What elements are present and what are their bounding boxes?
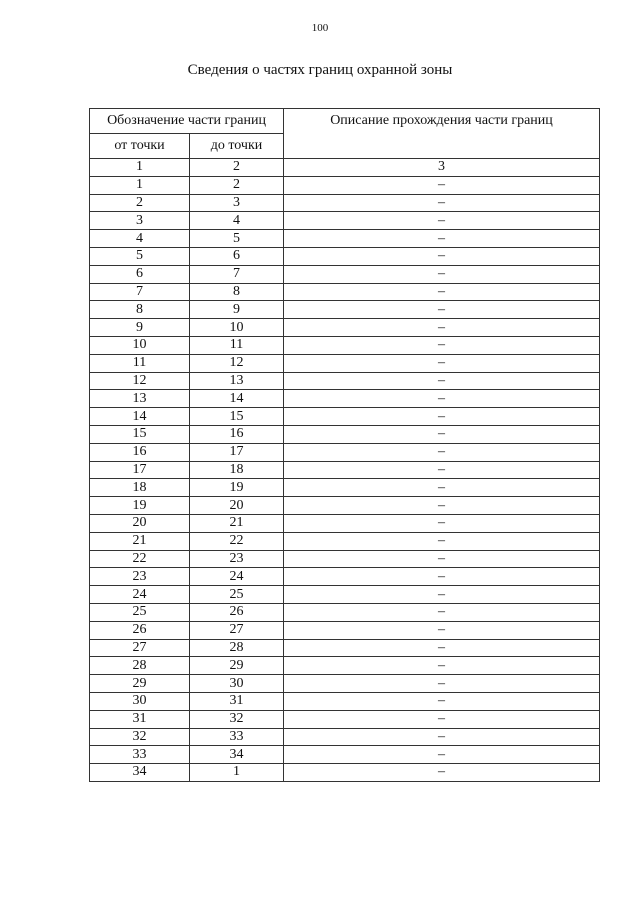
cell-from-point: 18 xyxy=(90,479,190,497)
table-row xyxy=(90,265,600,283)
cell-to-point: 31 xyxy=(190,692,284,710)
column-number-3: 3 xyxy=(284,159,600,177)
cell-from-point: 30 xyxy=(90,692,190,710)
cell-to-point: 28 xyxy=(190,639,284,657)
cell-from-point: 10 xyxy=(90,336,190,354)
cell-from-point: 11 xyxy=(90,354,190,372)
cell-description: – xyxy=(284,194,600,212)
cell-description: – xyxy=(284,301,600,319)
cell-description: – xyxy=(284,568,600,586)
cell-to-point: 34 xyxy=(190,746,284,764)
cell-to-point: 17 xyxy=(190,443,284,461)
column-number-row xyxy=(90,159,600,177)
table-row xyxy=(90,603,600,621)
header-from-point: от точки xyxy=(90,134,190,159)
table-row xyxy=(90,479,600,497)
cell-to-point: 8 xyxy=(190,283,284,301)
table-row xyxy=(90,354,600,372)
cell-from-point: 15 xyxy=(90,425,190,443)
cell-description: – xyxy=(284,354,600,372)
cell-description: – xyxy=(284,746,600,764)
table-row xyxy=(90,764,600,782)
table-row xyxy=(90,336,600,354)
table-row xyxy=(90,550,600,568)
cell-from-point: 22 xyxy=(90,550,190,568)
table-row xyxy=(90,283,600,301)
cell-to-point: 25 xyxy=(190,586,284,604)
cell-from-point: 3 xyxy=(90,212,190,230)
boundary-parts-table xyxy=(89,108,600,782)
table-row xyxy=(90,657,600,675)
table-row xyxy=(90,408,600,426)
cell-description: – xyxy=(284,461,600,479)
cell-to-point: 23 xyxy=(190,550,284,568)
cell-to-point: 24 xyxy=(190,568,284,586)
table-row xyxy=(90,532,600,550)
cell-description: – xyxy=(284,728,600,746)
cell-description: – xyxy=(284,514,600,532)
cell-from-point: 28 xyxy=(90,657,190,675)
cell-description: – xyxy=(284,710,600,728)
table-row xyxy=(90,675,600,693)
column-number-2: 2 xyxy=(190,159,284,177)
cell-description: – xyxy=(284,639,600,657)
table-row xyxy=(90,639,600,657)
cell-description: – xyxy=(284,497,600,515)
cell-from-point: 17 xyxy=(90,461,190,479)
cell-to-point: 7 xyxy=(190,265,284,283)
cell-from-point: 12 xyxy=(90,372,190,390)
cell-to-point: 10 xyxy=(190,319,284,337)
table-row xyxy=(90,212,600,230)
cell-description: – xyxy=(284,443,600,461)
cell-from-point: 29 xyxy=(90,675,190,693)
header-row-group xyxy=(90,109,600,134)
cell-from-point: 20 xyxy=(90,514,190,532)
cell-from-point: 13 xyxy=(90,390,190,408)
cell-description: – xyxy=(284,532,600,550)
cell-to-point: 11 xyxy=(190,336,284,354)
cell-to-point: 5 xyxy=(190,230,284,248)
table-row xyxy=(90,319,600,337)
cell-to-point: 18 xyxy=(190,461,284,479)
table-row xyxy=(90,497,600,515)
cell-to-point: 3 xyxy=(190,194,284,212)
document-title: Сведения о частях границ охранной зоны xyxy=(187,62,453,78)
cell-description: – xyxy=(284,657,600,675)
table-header xyxy=(90,109,600,159)
table-row xyxy=(90,746,600,764)
cell-description: – xyxy=(284,550,600,568)
cell-from-point: 1 xyxy=(90,176,190,194)
cell-from-point: 7 xyxy=(90,283,190,301)
header-to-point: до точки xyxy=(190,134,284,159)
cell-from-point: 31 xyxy=(90,710,190,728)
cell-description: – xyxy=(284,176,600,194)
cell-description: – xyxy=(284,283,600,301)
cell-from-point: 32 xyxy=(90,728,190,746)
cell-to-point: 13 xyxy=(190,372,284,390)
cell-to-point: 21 xyxy=(190,514,284,532)
cell-from-point: 34 xyxy=(90,764,190,782)
table-row xyxy=(90,443,600,461)
cell-description: – xyxy=(284,692,600,710)
cell-from-point: 16 xyxy=(90,443,190,461)
cell-description: – xyxy=(284,212,600,230)
cell-description: – xyxy=(284,336,600,354)
table-row xyxy=(90,390,600,408)
cell-to-point: 2 xyxy=(190,176,284,194)
table-row xyxy=(90,425,600,443)
table-row xyxy=(90,247,600,265)
cell-description: – xyxy=(284,408,600,426)
cell-from-point: 8 xyxy=(90,301,190,319)
cell-to-point: 14 xyxy=(190,390,284,408)
cell-description: – xyxy=(284,764,600,782)
cell-description: – xyxy=(284,586,600,604)
cell-from-point: 19 xyxy=(90,497,190,515)
table-row xyxy=(90,568,600,586)
table-row xyxy=(90,230,600,248)
cell-to-point: 33 xyxy=(190,728,284,746)
cell-to-point: 29 xyxy=(190,657,284,675)
table-body xyxy=(90,159,600,782)
table-row xyxy=(90,728,600,746)
cell-description: – xyxy=(284,603,600,621)
cell-description: – xyxy=(284,425,600,443)
cell-description: – xyxy=(284,372,600,390)
column-number-1: 1 xyxy=(90,159,190,177)
cell-to-point: 6 xyxy=(190,247,284,265)
cell-from-point: 25 xyxy=(90,603,190,621)
cell-description: – xyxy=(284,390,600,408)
cell-to-point: 1 xyxy=(190,764,284,782)
cell-to-point: 19 xyxy=(190,479,284,497)
cell-from-point: 26 xyxy=(90,621,190,639)
table-row xyxy=(90,461,600,479)
page-number: 100 xyxy=(311,22,329,34)
cell-to-point: 4 xyxy=(190,212,284,230)
cell-description: – xyxy=(284,479,600,497)
cell-to-point: 30 xyxy=(190,675,284,693)
cell-to-point: 26 xyxy=(190,603,284,621)
cell-from-point: 27 xyxy=(90,639,190,657)
table-row xyxy=(90,514,600,532)
cell-from-point: 4 xyxy=(90,230,190,248)
cell-from-point: 9 xyxy=(90,319,190,337)
cell-description: – xyxy=(284,247,600,265)
cell-description: – xyxy=(284,230,600,248)
cell-to-point: 27 xyxy=(190,621,284,639)
header-description: Описание прохождения части границ xyxy=(284,109,600,159)
table-row xyxy=(90,586,600,604)
table-row xyxy=(90,372,600,390)
cell-to-point: 22 xyxy=(190,532,284,550)
cell-to-point: 20 xyxy=(190,497,284,515)
table-row xyxy=(90,301,600,319)
cell-from-point: 2 xyxy=(90,194,190,212)
cell-description: – xyxy=(284,265,600,283)
cell-from-point: 23 xyxy=(90,568,190,586)
cell-from-point: 21 xyxy=(90,532,190,550)
cell-to-point: 12 xyxy=(190,354,284,372)
cell-to-point: 32 xyxy=(190,710,284,728)
cell-description: – xyxy=(284,675,600,693)
table-row xyxy=(90,692,600,710)
table-row xyxy=(90,621,600,639)
cell-from-point: 14 xyxy=(90,408,190,426)
header-boundary-designation: Обозначение части границ xyxy=(90,109,284,134)
cell-to-point: 9 xyxy=(190,301,284,319)
cell-from-point: 5 xyxy=(90,247,190,265)
cell-description: – xyxy=(284,621,600,639)
cell-from-point: 33 xyxy=(90,746,190,764)
cell-to-point: 15 xyxy=(190,408,284,426)
cell-from-point: 24 xyxy=(90,586,190,604)
table-row xyxy=(90,176,600,194)
cell-from-point: 6 xyxy=(90,265,190,283)
table-row xyxy=(90,194,600,212)
cell-to-point: 16 xyxy=(190,425,284,443)
table-row xyxy=(90,710,600,728)
cell-description: – xyxy=(284,319,600,337)
